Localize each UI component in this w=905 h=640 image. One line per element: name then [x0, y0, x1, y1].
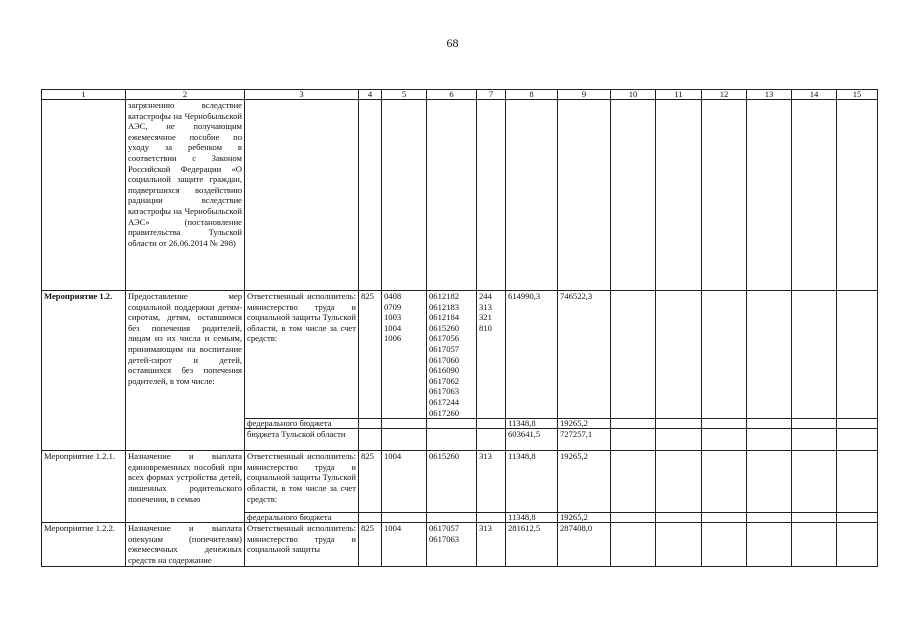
description-cell: Назначение и выплата единовременных пособий при всех формах устройства детей, лишенных родительского попечения, в семью [126, 451, 245, 523]
header-cell: 9 [558, 90, 611, 100]
header-cell: 8 [506, 90, 558, 100]
code-cell: Мероприятие 1.2.1. [42, 451, 126, 523]
header-cell: 7 [477, 90, 506, 100]
header-cell: 14 [792, 90, 837, 100]
page-number: 68 [446, 36, 459, 50]
col6-cell: 0615260 [427, 451, 477, 513]
col8-cell: 11348,8 [506, 513, 558, 523]
col8-cell: 281612,5 [506, 523, 558, 566]
header-cell: 6 [427, 90, 477, 100]
code-cell [42, 100, 126, 291]
table-row [42, 100, 878, 291]
description-cell: Предоставление мер социальной поддержки детям-сиротам, детям, оставшимся без попечения родителей, лицам из их числа и семьям, принимающим на воспитание детей-сирот и детей, оставшихся без попечения родителей, в том числе: [126, 291, 245, 451]
col9-cell: 727257,1 [558, 429, 611, 451]
executor-cell: Ответственный исполнитель: министерство труда и социальной защиты Тульской области, в том числе за счет средств: [245, 451, 359, 513]
funding-source-cell: бюджета Тульской области [245, 429, 359, 451]
col9-cell: 287408,0 [558, 523, 611, 566]
funding-source-cell: федерального бюджета [245, 513, 359, 523]
col7-cell: 313 [477, 451, 506, 513]
description-cell: Назначение и выплата опекунам (попечителям) ежемесячных денежных средств на содержание [126, 523, 245, 566]
col7-cell: 244 313 321 810 [477, 291, 506, 419]
table-header-row [42, 90, 878, 100]
header-cell: 11 [656, 90, 702, 100]
col8-cell: 11348,8 [506, 419, 558, 429]
header-cell: 12 [702, 90, 747, 100]
col8-cell: 11348,8 [506, 451, 558, 513]
code-cell: Мероприятие 1.2.2. [42, 523, 126, 566]
col9-cell: 19265,2 [558, 451, 611, 513]
col4-cell: 825 [359, 451, 382, 513]
executor-cell: Ответственный исполнитель: министерство труда и социальной защиты Тульской области, в том числе за счет средств: [245, 291, 359, 419]
header-cell: 5 [382, 90, 427, 100]
col7-cell: 313 [477, 523, 506, 566]
col8-cell: 614990,3 [506, 291, 558, 419]
header-cell: 1 [42, 90, 126, 100]
header-cell: 10 [611, 90, 656, 100]
col9-cell: 19265,2 [558, 513, 611, 523]
col5-cell: 1004 [382, 523, 427, 566]
table-row [42, 523, 878, 566]
header-cell: 4 [359, 90, 382, 100]
col9-cell: 19265,2 [558, 419, 611, 429]
header-cell: 3 [245, 90, 359, 100]
table-row [42, 291, 878, 419]
executor-cell [245, 100, 359, 291]
col6-cell: 0617057 0617063 [427, 523, 477, 566]
col4-cell: 825 [359, 291, 382, 419]
col9-cell: 746522,3 [558, 291, 611, 419]
col5-cell: 1004 [382, 451, 427, 513]
executor-cell: Ответственный исполнитель: министерство труда и социальной защиты [245, 523, 359, 566]
header-cell: 2 [126, 90, 245, 100]
col6-cell: 0612182 0612183 0612184 0615260 0617056 0617057 0617060 0616090 0617062 0617063 0617244 0617260 [427, 291, 477, 419]
col8-cell: 603641,5 [506, 429, 558, 451]
table-row [42, 451, 878, 513]
description-cell: загрязнению вследствие катастрофы на Чернобыльской АЭС, не получающим ежемесячное пособие по уходу за ребенком в соответствии с Законом Российской Федерации «О социальной защите граждан, подвергшихся воздействию радиации вследствие катастрофы на Чернобыльской АЭС» (постановление правительства Тульской области от 26.06.2014 № 298) [126, 100, 245, 291]
code-cell: Мероприятие 1.2. [42, 291, 126, 451]
col4-cell: 825 [359, 523, 382, 566]
header-cell: 13 [747, 90, 792, 100]
col5-cell: 0408 0709 1003 1004 1006 [382, 291, 427, 419]
header-cell: 15 [837, 90, 878, 100]
funding-source-cell: федерального бюджета [245, 419, 359, 429]
budget-table [41, 89, 878, 567]
